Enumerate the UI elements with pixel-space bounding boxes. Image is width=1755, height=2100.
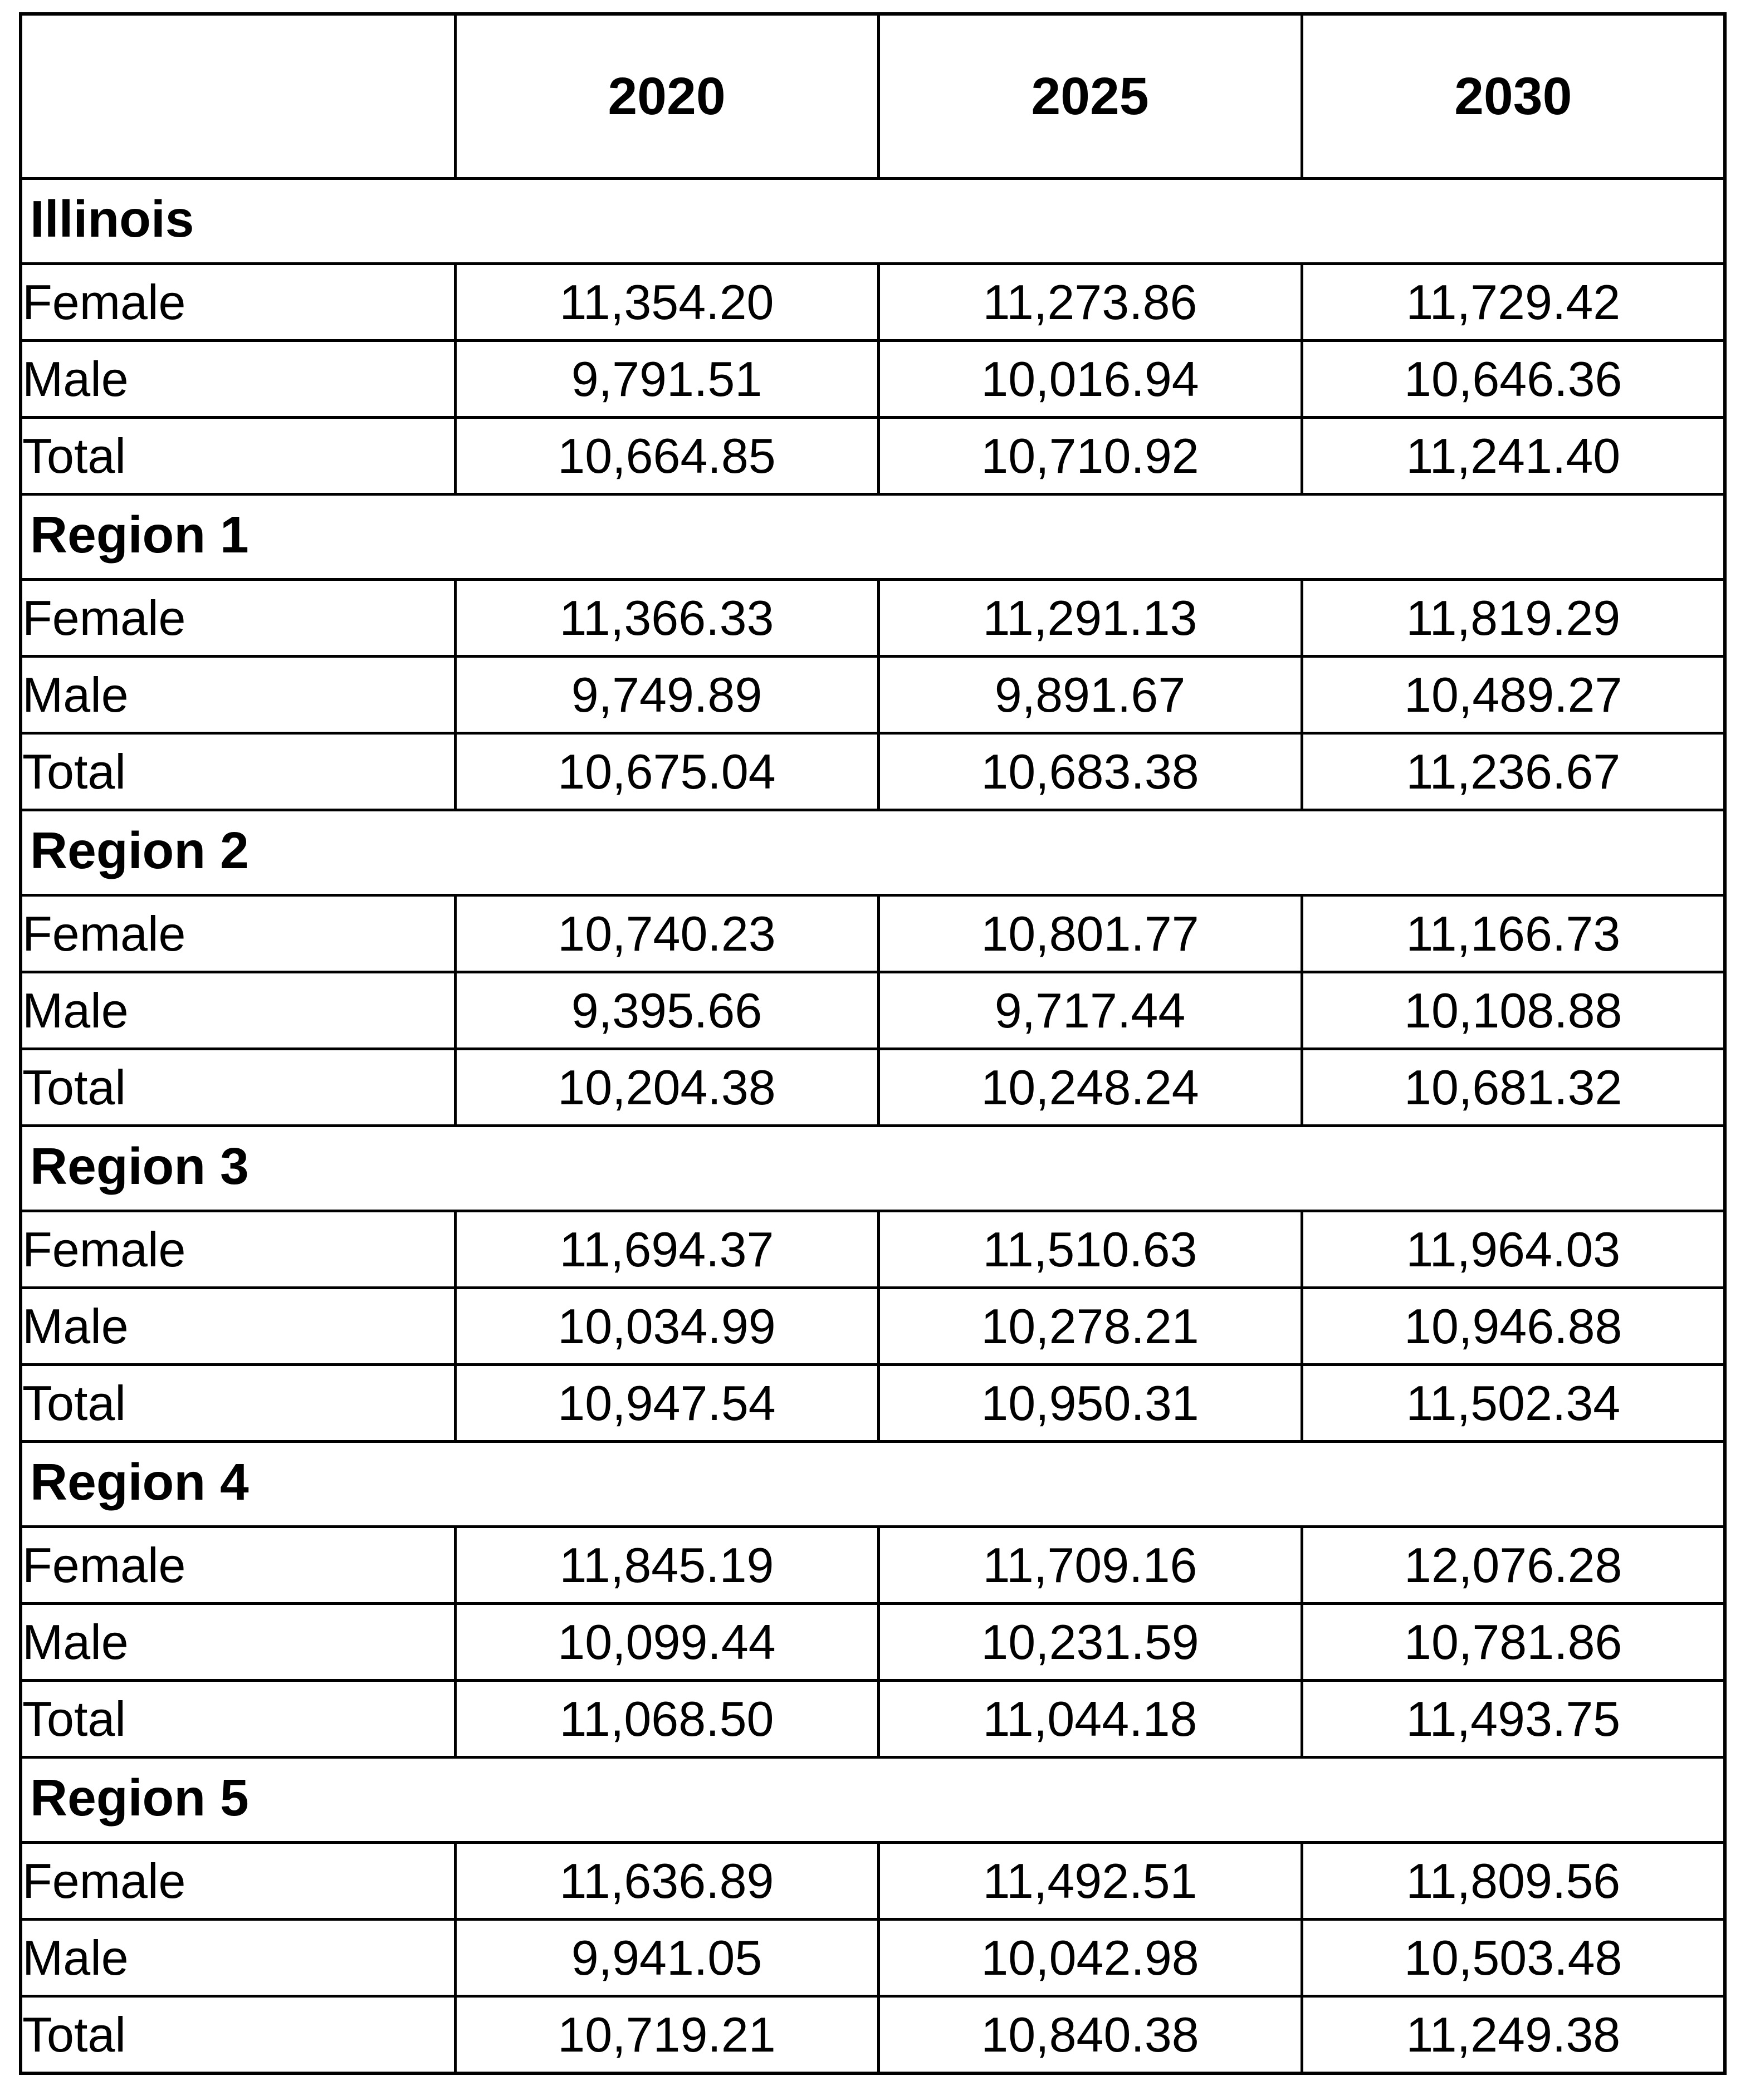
table-row (21, 1996, 1725, 2074)
table-row (21, 1527, 1725, 1604)
cell-value: 10,646.36 (1302, 341, 1725, 418)
cell-value: 9,717.44 (878, 972, 1302, 1049)
cell-value: 11,729.42 (1302, 264, 1725, 341)
cell-value: 11,809.56 (1302, 1843, 1725, 1920)
group-header-label: Region 4 (21, 1442, 1725, 1527)
table-row (21, 580, 1725, 657)
cell-value: 11,492.51 (878, 1843, 1302, 1920)
cell-value: 11,236.67 (1302, 733, 1725, 810)
row-label: Female (21, 1843, 455, 1920)
cell-value: 10,204.38 (455, 1049, 878, 1126)
table-row (21, 1681, 1725, 1758)
cell-value: 9,891.67 (878, 657, 1302, 733)
cell-value: 11,819.29 (1302, 580, 1725, 657)
group-header-label: Illinois (21, 179, 1725, 264)
cell-value: 10,489.27 (1302, 657, 1725, 733)
cell-value: 10,664.85 (455, 418, 878, 495)
cell-value: 10,108.88 (1302, 972, 1725, 1049)
cell-value: 11,694.37 (455, 1211, 878, 1288)
row-label: Male (21, 657, 455, 733)
group-header-row (21, 810, 1725, 895)
table-header-row (21, 14, 1725, 179)
table-row (21, 1049, 1725, 1126)
cell-value: 10,503.48 (1302, 1920, 1725, 1996)
cell-value: 11,354.20 (455, 264, 878, 341)
group-header-label: Region 3 (21, 1126, 1725, 1211)
group-header-label: Region 1 (21, 495, 1725, 580)
cell-value: 11,166.73 (1302, 895, 1725, 972)
cell-value: 10,016.94 (878, 341, 1302, 418)
table-header (21, 14, 1725, 179)
group-header-row (21, 1126, 1725, 1211)
row-label: Male (21, 1288, 455, 1365)
cell-value: 10,675.04 (455, 733, 878, 810)
cell-value: 10,710.92 (878, 418, 1302, 495)
cell-value: 11,502.34 (1302, 1365, 1725, 1442)
row-label: Male (21, 972, 455, 1049)
row-label: Total (21, 418, 455, 495)
row-label: Total (21, 733, 455, 810)
table-row (21, 1211, 1725, 1288)
cell-value: 10,947.54 (455, 1365, 878, 1442)
cell-value: 11,493.75 (1302, 1681, 1725, 1758)
cell-value: 11,291.13 (878, 580, 1302, 657)
table-row (21, 1920, 1725, 1996)
cell-value: 10,781.86 (1302, 1604, 1725, 1681)
column-header-2030: 2030 (1302, 14, 1725, 179)
cell-value: 10,042.98 (878, 1920, 1302, 1996)
column-header-2020: 2020 (455, 14, 878, 179)
row-label: Male (21, 1920, 455, 1996)
cell-value: 10,248.24 (878, 1049, 1302, 1126)
cell-value: 12,076.28 (1302, 1527, 1725, 1604)
cell-value: 10,719.21 (455, 1996, 878, 2074)
table-corner-cell (21, 14, 455, 179)
cell-value: 9,749.89 (455, 657, 878, 733)
cell-value: 9,395.66 (455, 972, 878, 1049)
cell-value: 11,249.38 (1302, 1996, 1725, 2074)
cell-value: 11,709.16 (878, 1527, 1302, 1604)
projection-table (19, 12, 1727, 2075)
cell-value: 11,068.50 (455, 1681, 878, 1758)
cell-value: 10,801.77 (878, 895, 1302, 972)
cell-value: 11,044.18 (878, 1681, 1302, 1758)
group-header-row (21, 1442, 1725, 1527)
row-label: Female (21, 264, 455, 341)
cell-value: 11,510.63 (878, 1211, 1302, 1288)
row-label: Total (21, 1365, 455, 1442)
table-row (21, 733, 1725, 810)
table-body (21, 179, 1725, 2074)
row-label: Male (21, 341, 455, 418)
row-label: Total (21, 1049, 455, 1126)
table-row (21, 1843, 1725, 1920)
group-header-row (21, 179, 1725, 264)
table-row (21, 972, 1725, 1049)
group-header-label: Region 2 (21, 810, 1725, 895)
cell-value: 11,273.86 (878, 264, 1302, 341)
cell-value: 10,740.23 (455, 895, 878, 972)
cell-value: 11,366.33 (455, 580, 878, 657)
row-label: Female (21, 895, 455, 972)
table-row (21, 1365, 1725, 1442)
cell-value: 10,681.32 (1302, 1049, 1725, 1126)
row-label: Male (21, 1604, 455, 1681)
table-row (21, 1604, 1725, 1681)
cell-value: 11,241.40 (1302, 418, 1725, 495)
cell-value: 10,946.88 (1302, 1288, 1725, 1365)
cell-value: 10,683.38 (878, 733, 1302, 810)
cell-value: 10,840.38 (878, 1996, 1302, 2074)
cell-value: 10,950.31 (878, 1365, 1302, 1442)
cell-value: 11,636.89 (455, 1843, 878, 1920)
column-header-2025: 2025 (878, 14, 1302, 179)
row-label: Total (21, 1681, 455, 1758)
cell-value: 9,791.51 (455, 341, 878, 418)
table-row (21, 1288, 1725, 1365)
table-row (21, 418, 1725, 495)
group-header-row (21, 1758, 1725, 1843)
table-row (21, 264, 1725, 341)
row-label: Female (21, 580, 455, 657)
table-row (21, 657, 1725, 733)
cell-value: 11,845.19 (455, 1527, 878, 1604)
cell-value: 9,941.05 (455, 1920, 878, 1996)
cell-value: 11,964.03 (1302, 1211, 1725, 1288)
cell-value: 10,231.59 (878, 1604, 1302, 1681)
cell-value: 10,278.21 (878, 1288, 1302, 1365)
row-label: Female (21, 1527, 455, 1604)
cell-value: 10,034.99 (455, 1288, 878, 1365)
group-header-row (21, 495, 1725, 580)
group-header-label: Region 5 (21, 1758, 1725, 1843)
table-row (21, 341, 1725, 418)
cell-value: 10,099.44 (455, 1604, 878, 1681)
table-row (21, 895, 1725, 972)
row-label: Total (21, 1996, 455, 2074)
row-label: Female (21, 1211, 455, 1288)
